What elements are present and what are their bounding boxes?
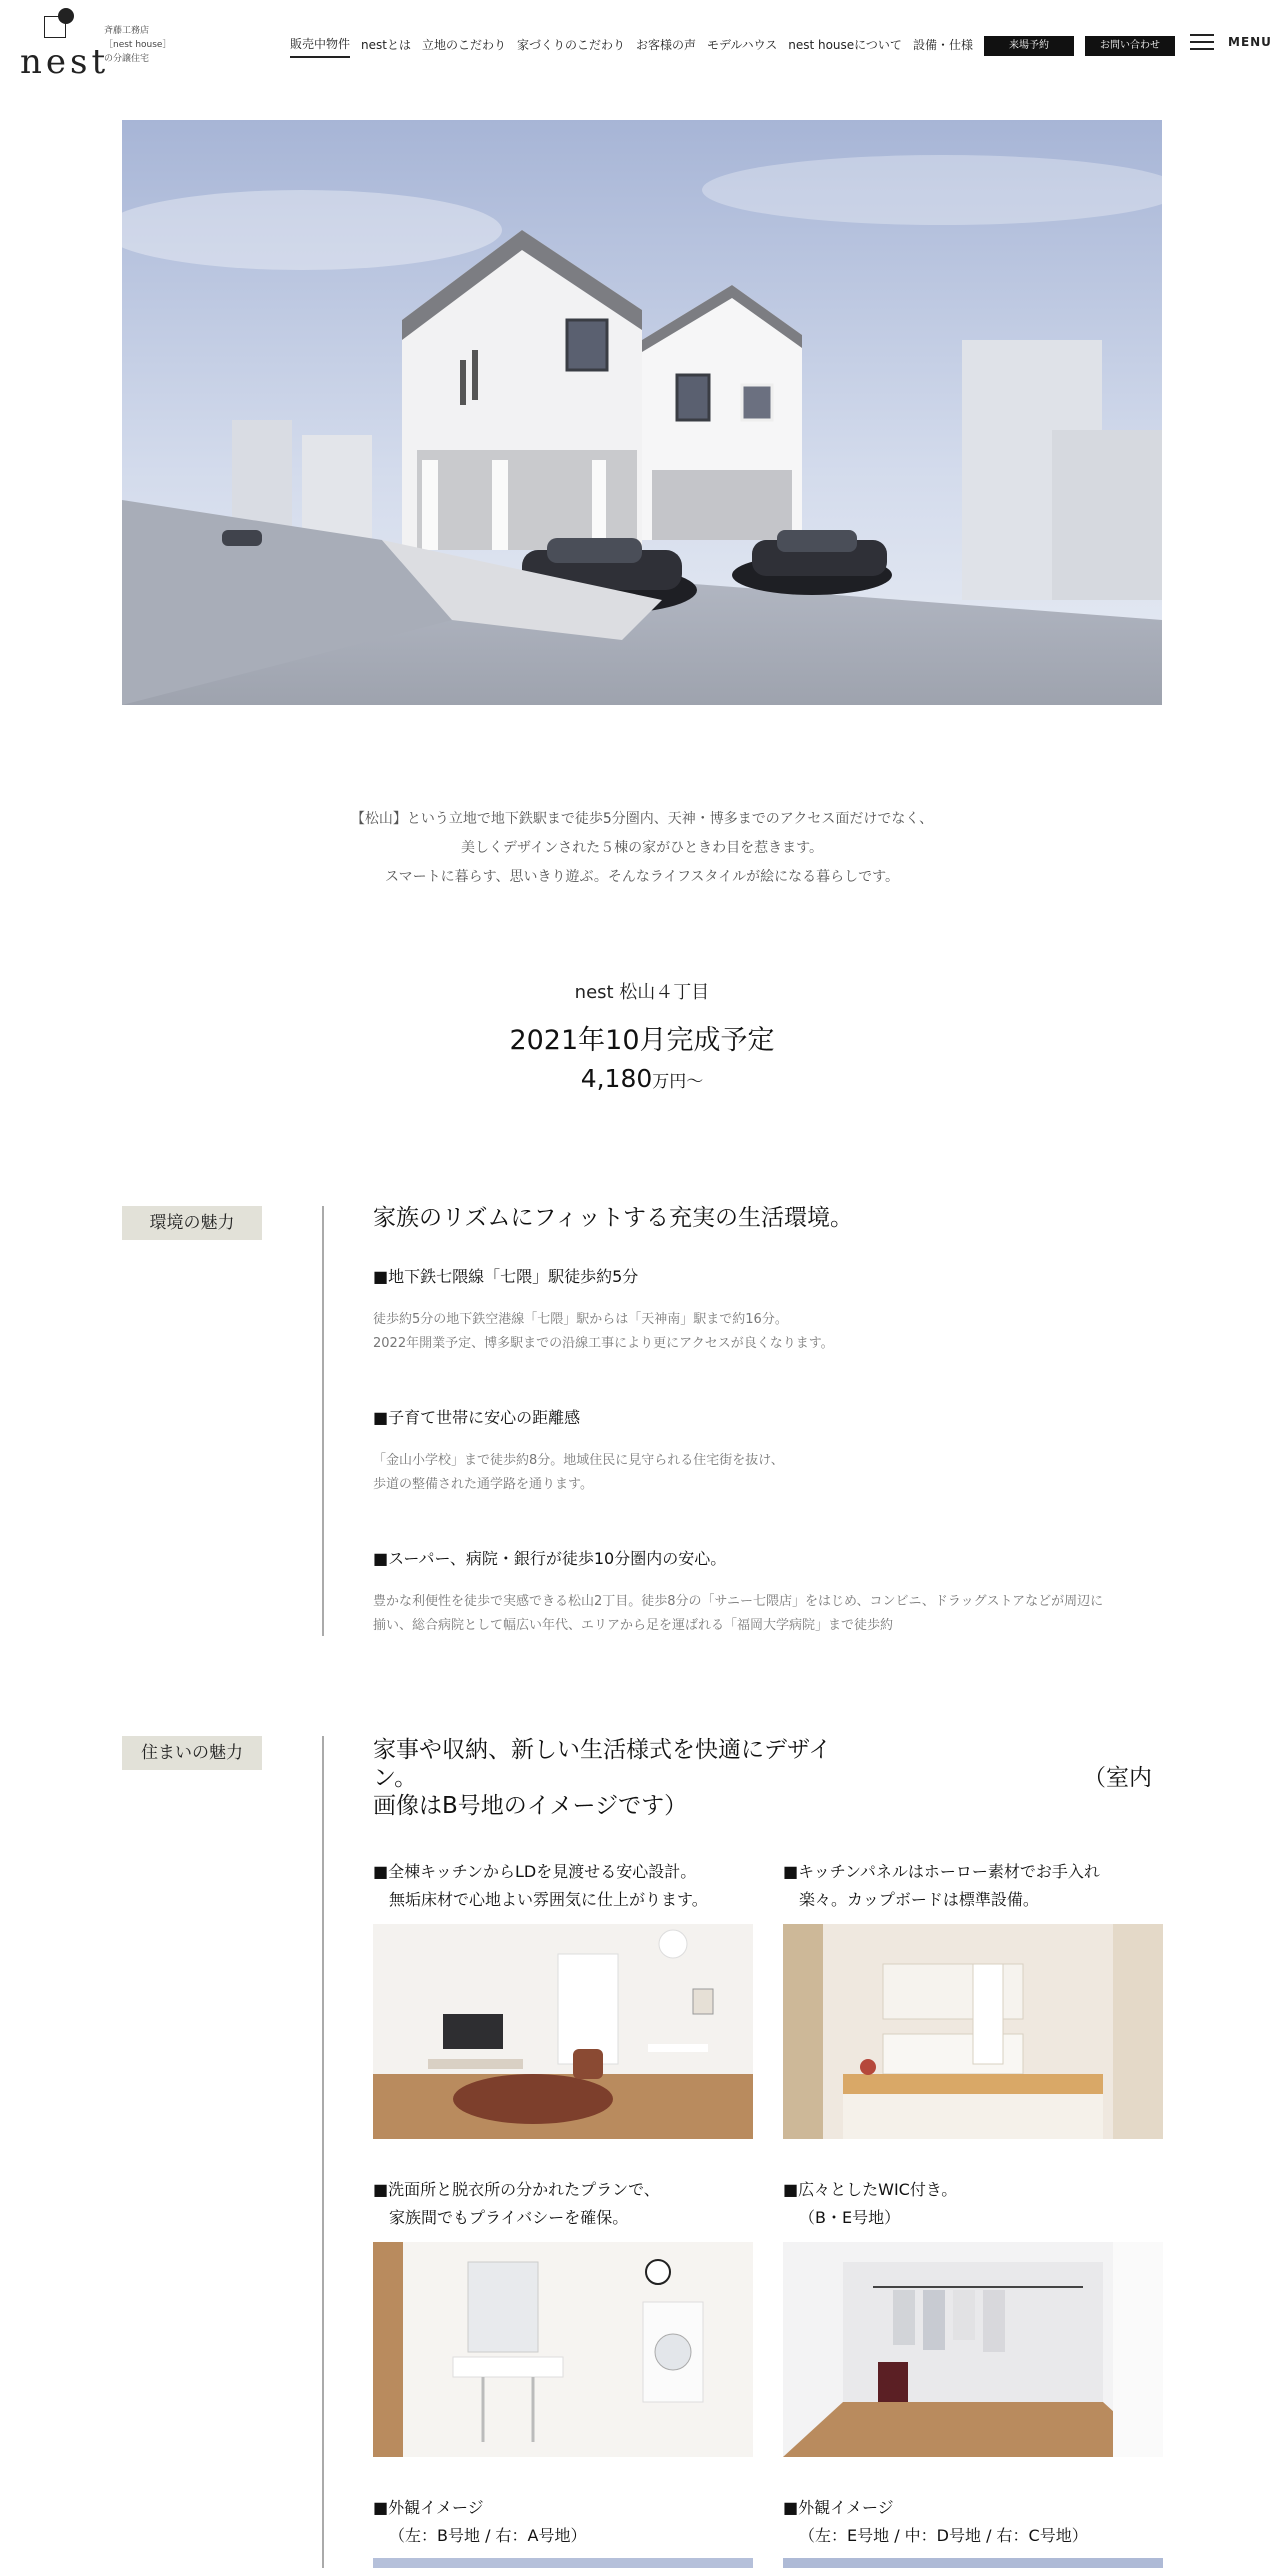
menu-label: MENU <box>1228 35 1272 49</box>
nav-item-customer-voices[interactable]: お客様の声 <box>636 38 697 52</box>
menu-button[interactable] <box>1190 34 1272 50</box>
logo-wordmark: nest <box>20 42 110 82</box>
contact-button[interactable]: お問い合わせ <box>1085 36 1175 56</box>
global-nav <box>290 34 1186 58</box>
price-unit: 万円～ <box>652 1072 704 1092</box>
site-header <box>0 0 1284 90</box>
logo-dot-icon <box>58 8 74 24</box>
intro-line: スマートに暮らす、思いきり遊ぶ。そんなライフスタイルが絵になる暮らしです。 <box>384 869 900 885</box>
living-room-image <box>373 1924 753 2139</box>
nav-item-location[interactable]: 立地のこだわり <box>421 38 506 52</box>
intro-text <box>0 805 1284 892</box>
washroom-image <box>373 2242 753 2457</box>
walk-in-closet-image <box>783 2242 1163 2457</box>
nav-item-model-house[interactable]: モデルハウス <box>707 38 778 52</box>
section-label-environment: 環境の魅力 <box>122 1206 262 1240</box>
visit-reservation-button[interactable]: 来場予約 <box>984 36 1074 56</box>
section-label-house: 住まいの魅力 <box>122 1736 262 1770</box>
property-name: nest 松山４丁目 <box>574 982 710 1003</box>
intro-line: 美しくデザインされた５棟の家がひときわ目を惹きます。 <box>461 840 823 856</box>
property-price <box>0 1064 1284 1093</box>
point-body: 豊かな利便性を徒歩で実感できる松山2丁目。徒歩8分の「サニー七隈店」をはじめ、コンビニ、ドラッグストアなどが周辺に 揃い、総合病院として幅広い年代、エリアから足を運ばれる「福岡大学病院」まで徒歩約 <box>373 1594 1104 1633</box>
section-title-house: 家事や収納、新しい生活様式を快適にデザイ ン。 （室内 画像はB号地のイメージです） <box>373 1737 1152 1819</box>
point-heading: ■スーパー、病院・銀行が徒歩10分圏内の安心。 <box>373 1549 727 1568</box>
point-body: 「金山小学校」まで徒歩約8分。地域住民に見守られる住宅街を抜け、 歩道の整備された通学路を通ります。 <box>373 1453 784 1492</box>
nav-item-house-building[interactable]: 家づくりのこだわり <box>516 38 625 52</box>
feature-card-heading: ■全棟キッチンからLDを見渡せる安心設計。 無垢床材で心地よい雰囲気に仕上がります。 <box>373 1862 708 1909</box>
hero-exterior-image <box>122 120 1162 705</box>
nav-item-about-nest-house[interactable]: nest houseについて <box>788 38 902 52</box>
feature-card-heading: ■キッチンパネルはホーロー素材でお手入れ 楽々。カップボードは標準設備。 <box>783 1862 1100 1909</box>
nav-item-for-sale[interactable]: 販売中物件 <box>290 34 350 58</box>
section-divider-line <box>322 1736 324 2568</box>
nav-item-equipment[interactable]: 設備・仕様 <box>912 38 973 52</box>
hamburger-icon <box>1190 34 1214 50</box>
property-completion-date: 2021年10月完成予定 <box>509 1025 775 1056</box>
feature-card-heading: ■洗面所と脱衣所の分かれたプランで、 家族間でもプライバシーを確保。 <box>373 2180 660 2227</box>
section-divider-line <box>322 1206 324 1636</box>
intro-line: 【松山】という立地で地下鉄駅まで徒歩5分圏内、天神・博多までのアクセス面だけでなく、 <box>350 811 934 827</box>
feature-card-heading: ■広々としたWIC付き。 （B・E号地） <box>783 2180 958 2227</box>
logo-subtitle: 斉藤工務店 ［nest house］ の分譲住宅 <box>104 26 172 64</box>
nav-item-about-nest[interactable]: nestとは <box>361 38 411 52</box>
site-logo[interactable] <box>20 14 110 82</box>
kitchen-image <box>783 1924 1163 2139</box>
point-body: 徒歩約5分の地下鉄空港線「七隈」駅からは「天神南」駅まで約16分。 2022年開業予定、博多駅までの沿線工事により更にアクセスが良くなります。 <box>373 1312 834 1351</box>
exterior-image-b-a <box>373 2558 753 2568</box>
exterior-image-e-d-c <box>783 2558 1163 2568</box>
feature-card-heading: ■外観イメージ （左：B号地 / 右：A号地） <box>373 2498 587 2545</box>
feature-card-heading: ■外観イメージ （左：E号地 / 中：D号地 / 右：C号地） <box>783 2498 1088 2545</box>
point-heading: ■地下鉄七隈線「七隈」駅徒歩約5分 <box>373 1267 639 1286</box>
section-title-environment: 家族のリズムにフィットする充実の生活環境。 <box>373 1205 854 1231</box>
price-number: 4,180 <box>580 1064 653 1093</box>
point-heading: ■子育て世帯に安心の距離感 <box>373 1408 581 1427</box>
